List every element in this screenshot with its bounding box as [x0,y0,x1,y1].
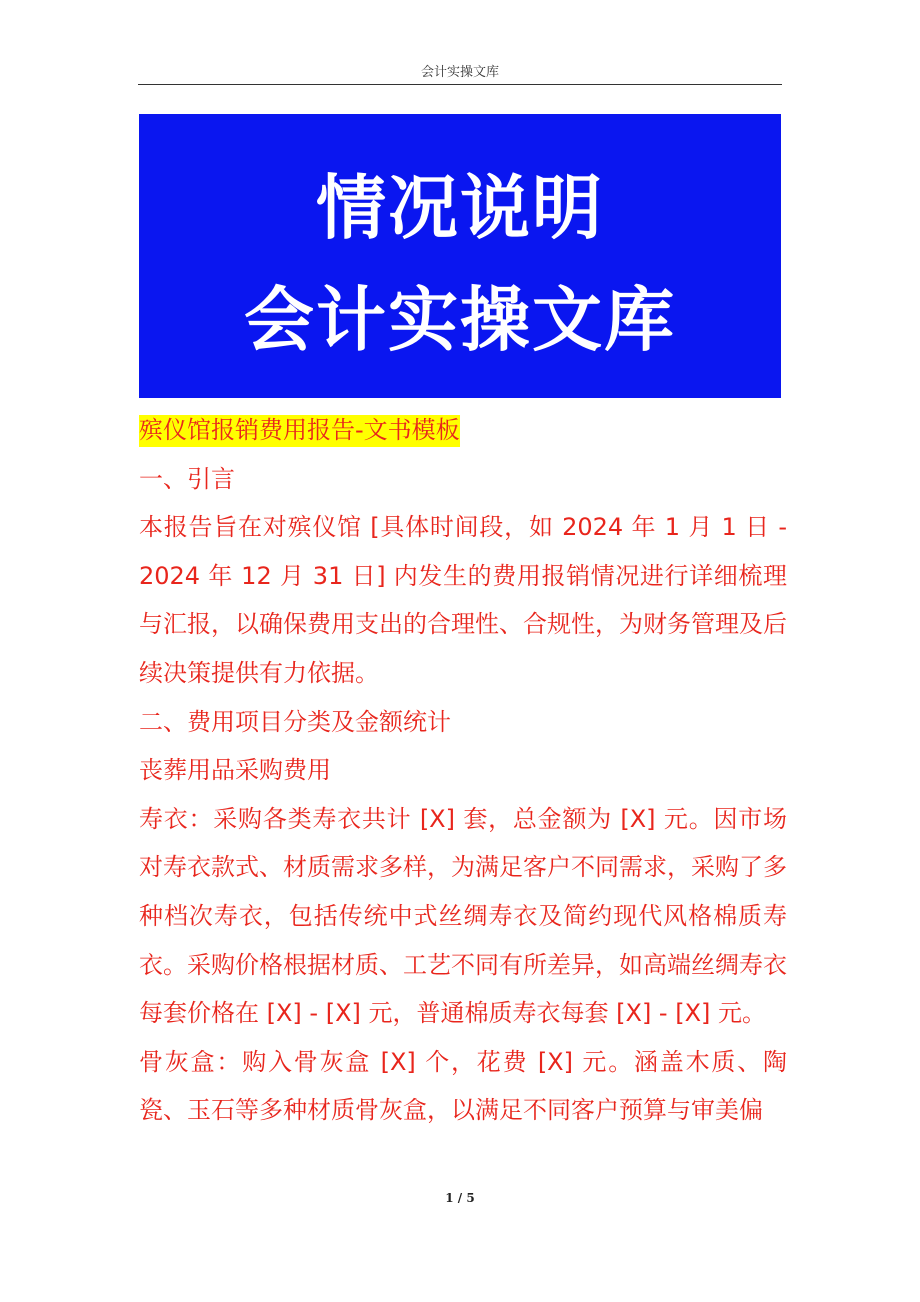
page-header-title: 会计实操文库 [420,65,499,80]
subheading-funeral-supplies: 丧葬用品采购费用 [139,756,331,785]
banner-subtitle: 会计实操文库 [244,279,676,361]
intro-paragraph: 本报告旨在对殡仪馆 [具体时间段，如 2024 年 1 月 1 日 - 2024 年 12 月 31 日] 内发生的费用报销情况进行详细梳理与汇报，以确保费用支出的合理性、合规性，为财务管理及后续决策提供有力依据。 [139,513,787,687]
section-heading-expense-categories: 二、费用项目分类及金额统计 [139,707,451,736]
header-divider [138,84,782,85]
banner-title: 情况说明 [316,167,604,249]
paragraph-urn: 骨灰盒：购入骨灰盒 [X] 个，花费 [X] 元。涵盖木质、陶瓷、玉石等多种材质骨灰盒，以满足不同客户预算与审美偏 [139,1047,787,1125]
paragraph-shroud: 寿衣：采购各类寿衣共计 [X] 套，总金额为 [X] 元。因市场对寿衣款式、材质需求多样，为满足客户不同需求，采购了多种档次寿衣，包括传统中式丝绸寿衣及简约现代风格棉质寿衣。采购价格根据材质、工艺不同有所差异，如高端丝绸寿衣每套价格在 [X] - [X] 元，普通棉质寿衣每套 [X] - [X] 元。 [139,804,787,1028]
section-heading-introduction: 一、引言 [139,464,235,493]
document-title: 殡仪馆报销费用报告-文书模板 [139,415,460,447]
document-title-line [139,406,787,455]
page-number: 1 / 5 [445,1191,475,1205]
cover-banner [139,114,781,398]
document-body [139,406,787,1135]
